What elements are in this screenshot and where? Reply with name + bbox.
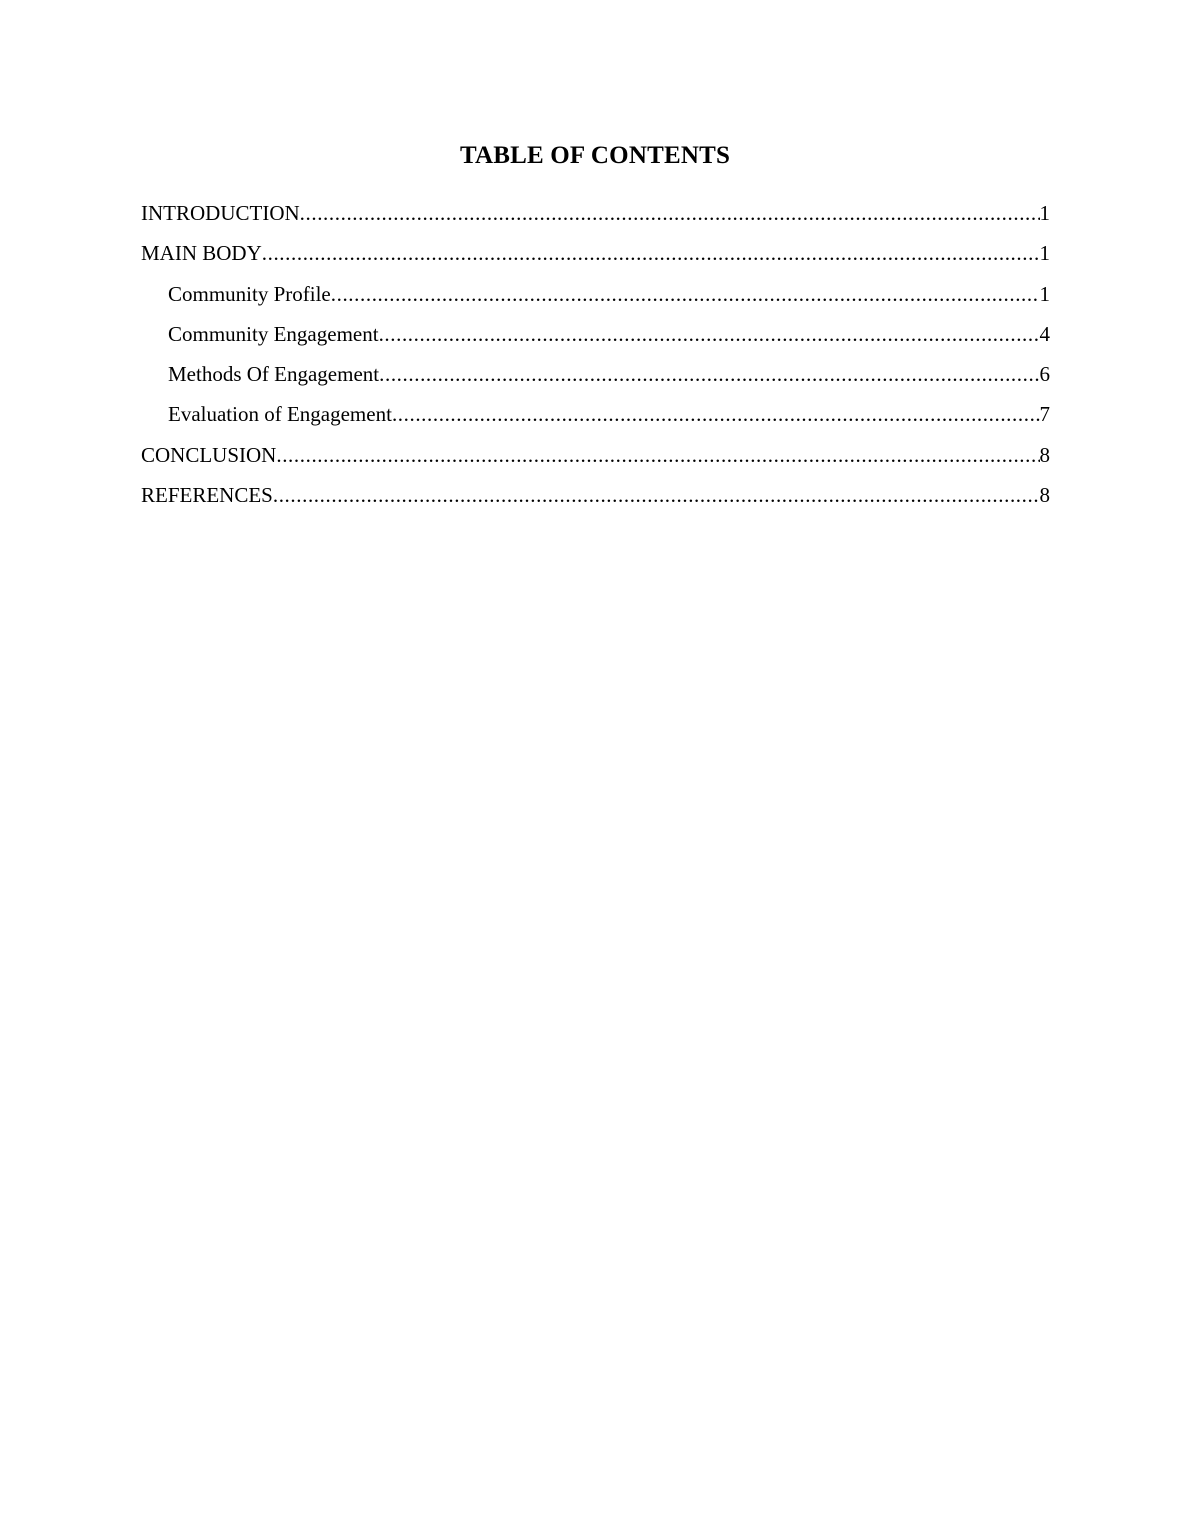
toc-entry-label: MAIN BODY bbox=[141, 241, 262, 266]
toc-page-number: 1 bbox=[1039, 201, 1050, 225]
toc-dot-leader bbox=[276, 440, 1039, 470]
toc-page-number: 1 bbox=[1039, 241, 1050, 266]
toc-entry-community-engagement[interactable] bbox=[141, 319, 1050, 359]
toc-dot-leader bbox=[331, 279, 1040, 309]
toc-entry-conclusion[interactable] bbox=[141, 440, 1050, 480]
toc-page-number: 6 bbox=[1039, 362, 1050, 387]
toc-entry-label: Community Engagement bbox=[168, 321, 379, 346]
toc-dot-leader bbox=[262, 238, 1040, 268]
toc-entry-introduction[interactable] bbox=[141, 198, 1050, 238]
toc-entry-label: Methods Of Engagement bbox=[168, 362, 380, 387]
toc-page-number: 4 bbox=[1039, 321, 1050, 346]
toc-entry-references[interactable] bbox=[141, 480, 1050, 520]
toc-page-number: 7 bbox=[1039, 402, 1050, 427]
toc-dot-leader bbox=[273, 480, 1040, 510]
toc-entry-label: Evaluation of Engagement bbox=[168, 402, 392, 427]
toc-entry-main-body[interactable] bbox=[141, 238, 1050, 278]
toc-page-number: 8 bbox=[1039, 483, 1050, 508]
toc-entry-community-profile[interactable] bbox=[141, 279, 1050, 319]
toc-dot-leader bbox=[379, 359, 1039, 389]
toc-dot-leader bbox=[392, 399, 1040, 429]
table-of-contents bbox=[141, 198, 1050, 520]
toc-entry-methods-of-engagement[interactable] bbox=[141, 359, 1050, 399]
toc-entry-evaluation-of-engagement[interactable] bbox=[141, 399, 1050, 439]
toc-entry-label: Community Profile bbox=[168, 281, 331, 306]
toc-page-number: 1 bbox=[1039, 281, 1050, 306]
toc-dot-leader bbox=[300, 198, 1040, 228]
toc-entry-label: CONCLUSION bbox=[141, 442, 277, 467]
toc-page-number: 8 bbox=[1039, 442, 1050, 467]
toc-dot-leader bbox=[379, 319, 1040, 349]
toc-entry-label: INTRODUCTION bbox=[141, 201, 300, 225]
toc-heading: TABLE OF CONTENTS bbox=[459, 142, 731, 169]
toc-entry-label: REFERENCES bbox=[141, 483, 273, 508]
